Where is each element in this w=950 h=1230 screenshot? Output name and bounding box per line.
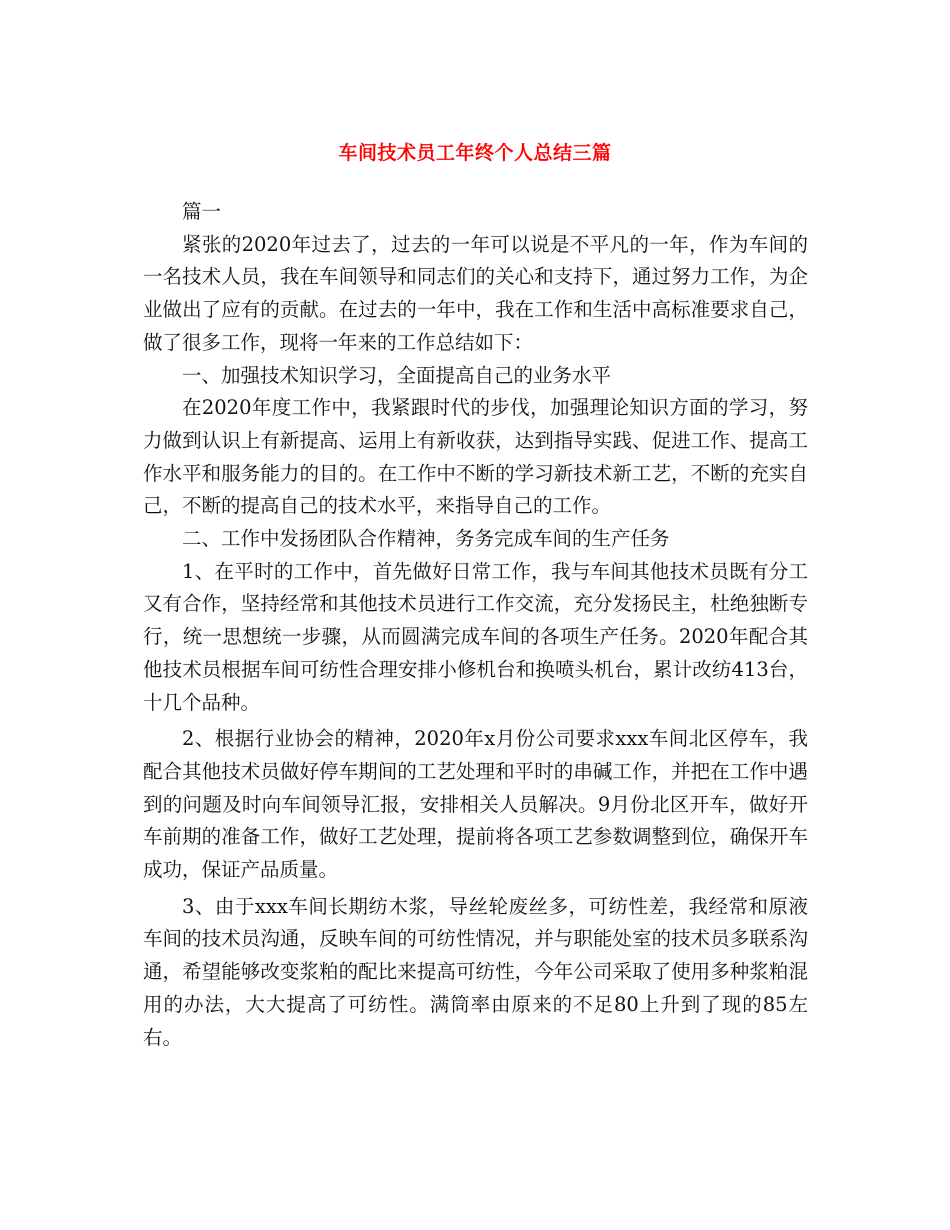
- section-heading-1: 一、加强技术知识学习，全面提高自己的业务水平: [182, 363, 612, 387]
- paragraph-intro: 紧张的2020年过去了，过去的一年可以说是不平凡的一年，作为车间的一名技术人员，我在车间领导和同志们的关心和支持下，通过努力工作，为企业做出了应有的贡献。在过去的一年中，我在工作和生活中高标准要求自己，做了很多工作，现将一年来的工作总结如下：: [143, 232, 808, 354]
- paragraph-item-3: 3、由于xxx车间长期纺木浆，导丝轮废丝多，可纺性差，我经常和原液车间的技术员沟通，反映车间的可纺性情况，并与职能处室的技术员多联系沟通，希望能够改变浆粕的配比来提高可纺性，今年公司采取了使用多种浆粕混用的办法，大大提高了可纺性。满筒率由原来的不足80上升到了现的85左右。: [143, 894, 808, 1049]
- section-heading-part-one: 篇一: [182, 200, 222, 223]
- paragraph-item-2: 2、根据行业协会的精神，2020年x月份公司要求xxx车间北区停车，我配合其他技术员做好停车期间的工艺处理和平时的串碱工作，并把在工作中遇到的问题及时向车间领导汇报，安排相关人员解决。9月份北区开车，做好开车前期的准备工作，做好工艺处理，提前将各项工艺参数调整到位，确保开车成功，保证产品质量。: [143, 727, 808, 882]
- document-title: 车间技术员工年终个人总结三篇: [338, 142, 612, 164]
- paragraph-study: 在2020年度工作中，我紧跟时代的步伐，加强理论知识方面的学习，努力做到认识上有新提高、运用上有新收获，达到指导实践、促进工作、提高工作水平和服务能力的目的。在工作中不断的学习新技术新工艺，不断的充实自己，不断的提高自己的技术水平，来指导自己的工作。: [143, 396, 808, 518]
- section-heading-2: 二、工作中发扬团队合作精神，务务完成车间的生产任务: [182, 527, 670, 551]
- document-body: [143, 196, 808, 1054]
- paragraph-item-1: 1、在平时的工作中，首先做好日常工作，我与车间其他技术员既有分工又有合作，坚持经常和其他技术员进行工作交流，充分发扬民主，杜绝独断专行，统一思想统一步骤，从而圆满完成车间的各项生产任务。2020年配合其他技术员根据车间可纺性合理安排小修机台和换喷头机台，累计改纺413台，十几个品种。: [143, 559, 808, 714]
